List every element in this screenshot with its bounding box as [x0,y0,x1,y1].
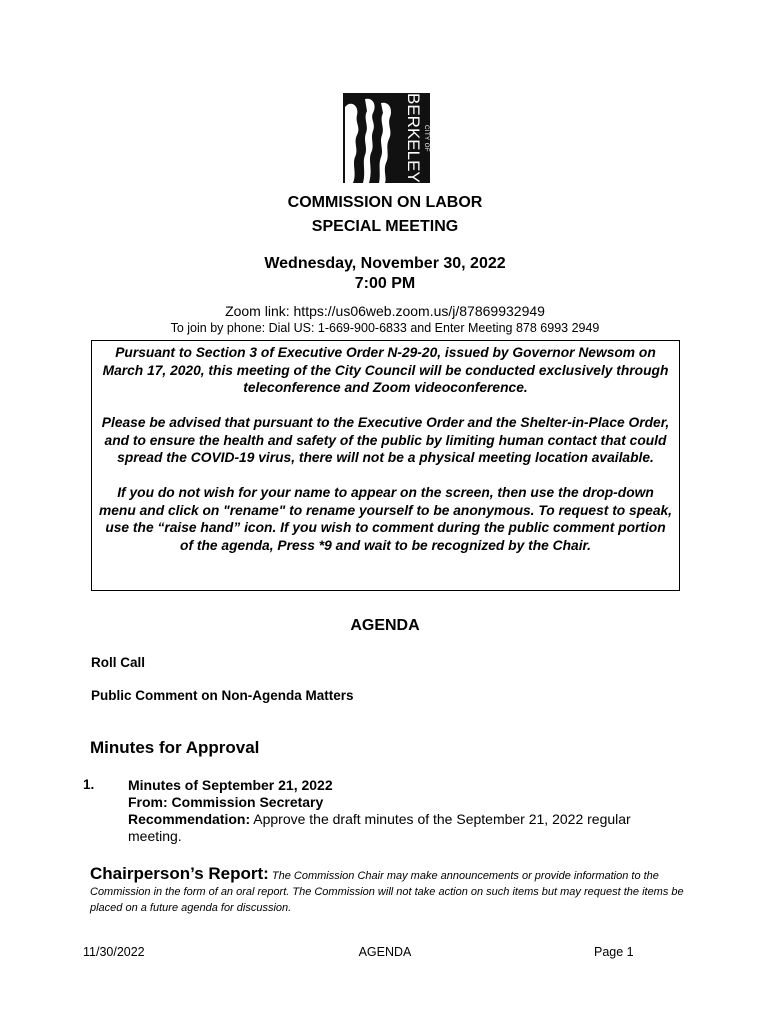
item-recommendation [128,811,688,845]
chair-text: The Commission Chair may make announcements or provide information to the Commission in the form of an oral report. The Commission will not take action on such items but may request the items be placed on a future agenda for discussion. [90,870,684,914]
city-of-berkeley-logo [343,93,430,183]
notice-paragraph-3: If you do not wish for your name to appear on the screen, then use the drop-down menu and click on "rename" to rename yourself to be anonymous. To request to speak, use the “raise hand” icon. If you wish to comment during the public comment portion of the agenda, Press *9 and wait to be recognized by the Chair. [98,485,672,553]
footer-center: AGENDA [358,945,412,959]
footer-page: Page 1 [594,945,634,959]
notice-box [91,340,680,591]
meeting-time: 7:00 PM [354,275,416,292]
logo-big-text: BERKELEY [404,93,423,183]
agenda-heading: AGENDA [350,617,420,634]
page-title-line1: COMMISSION ON LABOR [287,194,483,211]
chairperson-report [90,866,700,916]
logo-small-text: CITY OF [423,125,429,153]
roll-call: Roll Call [91,655,146,670]
logo-text [399,93,430,183]
recommendation-text: Approve the draft minutes of the September 21, 2022 regular meeting. [128,811,631,844]
chair-heading: Chairperson’s Report: [90,864,269,883]
agenda-item-1 [128,777,688,845]
item-title: Minutes of September 21, 2022 [128,777,333,793]
public-comment: Public Comment on Non-Agenda Matters [91,688,354,703]
recommendation-label: Recommendation: [128,811,251,827]
notice-paragraph-1: Pursuant to Section 3 of Executive Order N-29-20, issued by Governor Newsom on March 17, 2020, this meeting of the City Council will be conducted exclusively through teleconference and Zoom videoconference. [102,345,669,395]
minutes-heading: Minutes for Approval [90,738,260,757]
page-title-line2: SPECIAL MEETING [311,218,459,235]
zoom-link[interactable]: Zoom link: https://us06web.zoom.us/j/87869932949 [225,303,545,319]
footer-date: 11/30/2022 [83,945,145,959]
silhouettes-icon [343,93,399,183]
phone-info: To join by phone: Dial US: 1-669-900-6833 and Enter Meeting 878 6993 2949 [170,321,600,335]
notice-paragraph-2: Please be advised that pursuant to the Executive Order and the Shelter-in-Place Order, and to ensure the health and safety of the public by limiting human contact that could spread the COVID-19 virus, there will not be a physical meeting location available. [101,415,670,465]
item-number: 1. [83,777,95,792]
meeting-date: Wednesday, November 30, 2022 [264,255,506,272]
item-from: From: Commission Secretary [128,794,324,810]
